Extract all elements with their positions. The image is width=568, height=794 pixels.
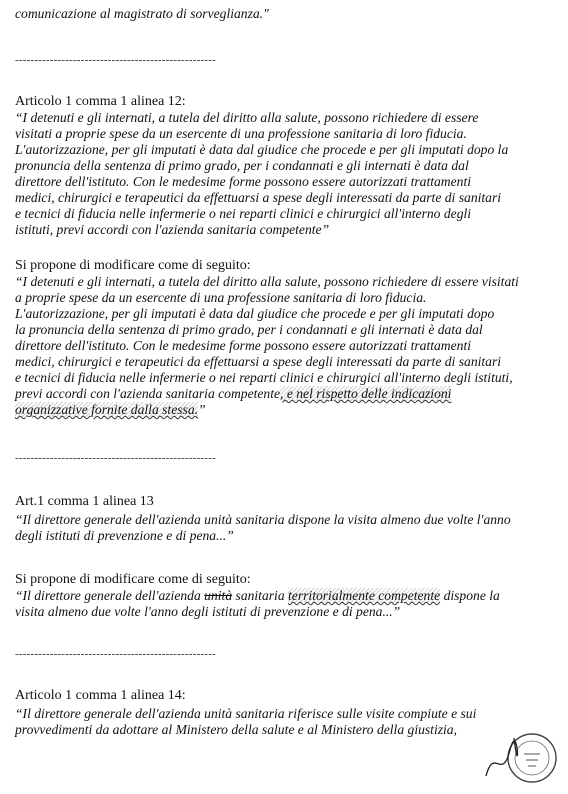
quote-line: medici, chirurgici e terapeutici da effettuarsi a spese degli interessati da parte di sanitari [15, 354, 502, 369]
quote-line: visita almeno due volte l'anno degli istituti di prevenzione e di pena...” [15, 604, 401, 619]
top-line: comunicazione al magistrato di sorveglianza." [15, 6, 269, 21]
quote-line: “I detenuti e gli internati, a tutela del diritto alla salute, possono richiedere di essere visitati [15, 274, 519, 289]
quote-line: degli istituti di prevenzione e di pena...” [15, 528, 234, 543]
separator-2: ---------------------------------------------------- [15, 452, 216, 464]
proposal-13-heading: Si propone di modificare come di seguito: [15, 572, 251, 587]
section-13-heading: Art.1 comma 1 alinea 13 [15, 494, 154, 509]
section-12-heading: Articolo 1 comma 1 alinea 12: [15, 94, 186, 109]
quote-line: la pronuncia della sentenza di primo grado, per i condannati e gli internati è data dal [15, 322, 483, 337]
quote-end: ” [198, 402, 206, 417]
quote-text: sanitaria [232, 588, 289, 603]
quote-text: previ accordi con l'azienda sanitaria competente [15, 386, 281, 401]
quote-line: medici, chirurgici e terapeutici da effettuarsi a spese degli interessati da parte di sanitari [15, 190, 502, 205]
quote-line: direttore dell'istituto. Con le medesime forme possono essere autorizzati trattamenti [15, 338, 472, 353]
struck-text: unità [204, 588, 233, 603]
quote-line [15, 386, 555, 402]
quote-line: L'autorizzazione, per gli imputati è data dal giudice che procede e per gli imputati dopo la [15, 142, 509, 157]
quote-line: L'autorizzazione, per gli imputati è data dal giudice che procede e per gli imputati dopo [15, 306, 495, 321]
highlighted-addition: organizzative fornite dalla stessa. [15, 402, 199, 417]
proposal-12-heading: Si propone di modificare come di seguito: [15, 258, 251, 273]
section-14-heading: Articolo 1 comma 1 alinea 14: [15, 688, 186, 703]
separator-1: ---------------------------------------------------- [15, 54, 216, 66]
quote-line: “I detenuti e gli internati, a tutela del diritto alla salute, possono richiedere di essere [15, 110, 479, 125]
highlighted-addition: territorialmente competente [288, 588, 441, 603]
quote-line: e tecnici di fiducia nelle infermerie o nei reparti clinici e chirurgici all'interno degli [15, 206, 472, 221]
quote-line: istituti, previ accordi con l'azienda sanitaria competente” [15, 222, 330, 237]
quote-line: provvedimenti da adottare al Ministero della salute e al Ministero della giustizia, [15, 722, 457, 737]
quote-line [15, 588, 555, 604]
highlighted-addition: , e nel rispetto delle indicazioni [280, 386, 452, 401]
quote-line: pronuncia della sentenza di primo grado, per i condannati e gli internati è data dal [15, 158, 469, 173]
quote-text: dispone la [440, 588, 500, 603]
quote-line: direttore dell'istituto. Con le medesime forme possono essere autorizzati trattamenti [15, 174, 472, 189]
quote-line: e tecnici di fiducia nelle infermerie o nei reparti clinici e chirurgici all'interno degli istituti, [15, 370, 513, 385]
official-stamp-icon [480, 726, 560, 790]
quote-line: visitati a proprie spese da un esercente di una professione sanitaria di loro fiducia. [15, 126, 467, 141]
quote-line: a proprie spese da un esercente di una professione sanitaria di loro fiducia. [15, 290, 427, 305]
quote-line: “Il direttore generale dell'azienda unità sanitaria riferisce sulle visite compiute e sui [15, 706, 477, 721]
quote-line: “Il direttore generale dell'azienda unità sanitaria dispone la visita almeno due volte l'anno [15, 512, 511, 527]
quote-line [15, 402, 555, 418]
separator-3: ---------------------------------------------------- [15, 648, 216, 660]
quote-text: “Il direttore generale dell'azienda [15, 588, 205, 603]
